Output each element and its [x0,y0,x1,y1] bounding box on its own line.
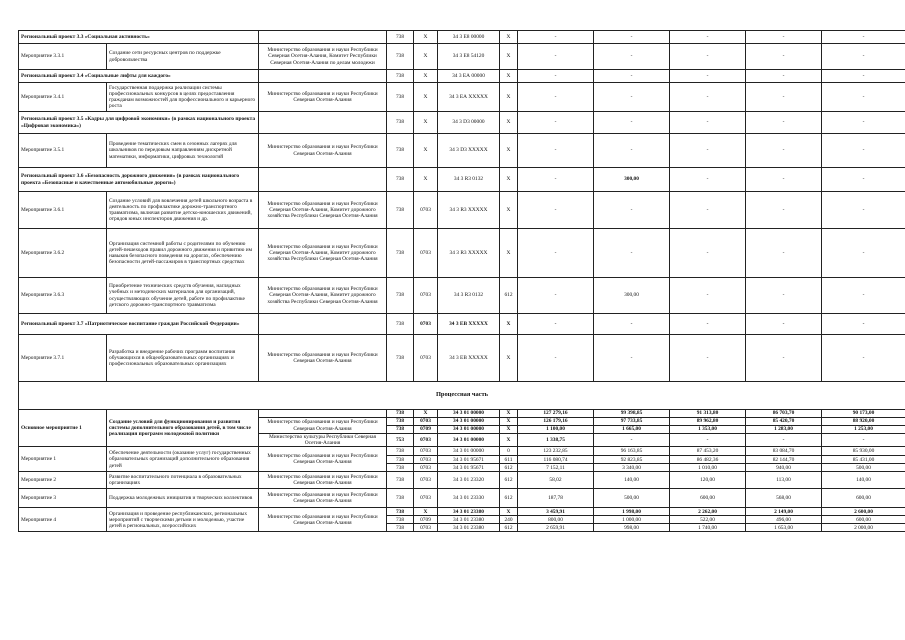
project-row [19,314,905,335]
code-cell: 738 [387,229,414,278]
amount-cell: - [822,134,905,168]
amount-cell: 116 080,74 [518,456,594,464]
amount-cell: - [594,44,670,70]
amount-cell: - [670,335,746,382]
code-cell: 738 [387,410,414,418]
code-cell: 0709 [414,516,438,524]
amount-cell: - [518,168,594,192]
code-cell: 34 3 01 00000 [438,418,500,426]
amount-cell: 1 353,00 [670,426,746,434]
amount-cell: - [746,112,822,134]
amount-cell: - [518,83,594,112]
amount-cell: 240 [500,516,518,524]
amount-cell: - [518,229,594,278]
amount-cell: 522,00 [670,516,746,524]
code-cell: 0703 [414,447,438,456]
activity-description: Приобретение технических средств обучения, наглядных учебных и методических материалов для организаций, осуществляющих обучение детей, работе по профилактике детского дорожно-транспортного травматизма [107,278,259,314]
section-title: Процессная часть [19,382,905,410]
amount-cell: Х [500,508,518,516]
amount-cell: - [822,44,905,70]
executor-cell: Министерство образования и науки Республики Северная Осетия-Алания, Комитет дорожного хозяйства Республики Северная Осетия-Алания [259,229,387,278]
code-cell: Х [414,83,438,112]
code-cell: Х [414,410,438,418]
amount-cell: - [746,192,822,229]
executor-cell: Министерство образования и науки Республики Северная Осетия-Алания [259,134,387,168]
amount-cell: 0 [500,447,518,456]
amount-cell: - [518,70,594,83]
project-title: Региональный проект 3.3 «Социальная активность» [19,31,259,44]
amount-cell: 85 930,00 [822,447,905,456]
amount-cell: - [670,31,746,44]
activity-name: Мероприятие 1 [19,447,107,472]
amount-cell: - [518,192,594,229]
amount-cell: 612 [500,472,518,489]
amount-cell: - [822,335,905,382]
amount-cell: 86 482,36 [670,456,746,464]
activity-row [19,192,905,229]
amount-cell: - [594,314,670,335]
amount-cell: - [746,168,822,192]
amount-cell: 85 431,00 [822,456,905,464]
activity-name: Мероприятие 4 [19,508,107,532]
code-cell: 34 3 01 00000 [438,426,500,434]
amount-cell: 1 740,00 [670,524,746,532]
amount-cell: - [746,70,822,83]
amount-cell: 90 173,00 [822,410,905,418]
amount-cell: - [822,112,905,134]
code-cell: 738 [387,70,414,83]
amount-cell: - [670,83,746,112]
code-cell: 34 3 ЕВ ХХХХХ [438,314,500,335]
amount-cell: 140,00 [594,472,670,489]
code-cell: Х [414,44,438,70]
amount-cell: 91 313,80 [670,410,746,418]
amount-cell: 1 010,00 [670,464,746,472]
code-cell: 738 [387,464,414,472]
code-cell: Х [414,31,438,44]
amount-cell: - [594,31,670,44]
amount-cell: Х [500,134,518,168]
code-cell: 738 [387,472,414,489]
amount-cell: - [746,434,822,447]
executor-cell: Министерство образования и науки Республики Северная Осетия-Алания [259,508,387,532]
amount-cell: 126 179,16 [518,418,594,426]
amount-cell: 2 600,00 [822,508,905,516]
amount-cell: 1 100,00 [518,426,594,434]
amount-cell: 113,00 [746,472,822,489]
amount-cell: - [594,134,670,168]
amount-cell: - [822,31,905,44]
project-title: Региональный проект 3.6 «Безопасность дорожного движения» (в рамках национального проекта «Безопасные и качественные автомобильные дороги») [19,168,259,192]
code-cell: 34 3 R3 0132 [438,278,500,314]
activity-name: Мероприятие 3.5.1 [19,134,107,168]
program-table [18,30,905,532]
code-cell: 34 3 01 00000 [438,434,500,447]
code-cell: 0703 [414,314,438,335]
amount-cell: 2 262,00 [670,508,746,516]
amount-cell: 612 [500,489,518,508]
activity-name: Мероприятие 3.6.3 [19,278,107,314]
amount-cell: Х [500,70,518,83]
amount-cell: - [518,335,594,382]
amount-cell: 3 340,00 [594,464,670,472]
amount-cell: Х [500,229,518,278]
activity-description: Организация системной работы с родителями по обучению детей-пешеходов правил дорожного движения и привитию им навыков безопасного поведения на дорогах, обеспечению безопасности детей-пассажиров в транспортных средствах [107,229,259,278]
amount-cell: 1 253,00 [822,426,905,434]
process-section [19,382,905,410]
project-rows [19,31,905,382]
amount-cell: 120,00 [670,472,746,489]
code-cell: 0703 [414,456,438,464]
amount-cell: - [518,112,594,134]
executor-cell: Министерство образования и науки Республики Северная Осетия-Алания [259,472,387,489]
code-cell: Х [414,70,438,83]
amount-cell: 87 453,20 [670,447,746,456]
code-cell: 738 [387,489,414,508]
code-cell: 34 3 01 95671 [438,464,500,472]
code-cell: 34 3 D3 ХХХХХ [438,134,500,168]
amount-cell: - [594,112,670,134]
executor-cell: Министерство образования и науки Республики Северная Осетия-Алания, Комитет дорожного хозяйства Республики Северная Осетия-Алания [259,278,387,314]
code-cell: 738 [387,83,414,112]
code-cell: 0703 [414,278,438,314]
code-cell: 753 [387,434,414,447]
code-cell: 34 3 01 00000 [438,447,500,456]
code-cell: Х [414,508,438,516]
activity-name: Мероприятие 3 [19,489,107,508]
amount-cell: - [670,44,746,70]
activity-name: Мероприятие 3.4.1 [19,83,107,112]
code-cell: 738 [387,447,414,456]
amount-cell: 998,00 [594,524,670,532]
code-cell: 738 [387,134,414,168]
amount-cell: 82 144,70 [746,456,822,464]
amount-cell: 300,00 [594,168,670,192]
activity-row [19,278,905,314]
activity-name: Мероприятие 3.6.1 [19,192,107,229]
executor-cell: Министерство культуры Республики Северная Осетия-Алания [259,434,387,447]
amount-cell: 3 459,91 [518,508,594,516]
amount-cell: - [670,314,746,335]
amount-cell: 600,00 [670,489,746,508]
activity-row [19,83,905,112]
code-cell: 34 3 R3 ХХХХХ [438,229,500,278]
code-cell: 34 3 01 23380 [438,508,500,516]
amount-cell: 940,00 [746,464,822,472]
activity-description: Государственная поддержка реализации системы профессиональных конкурсов в целях предоставления гражданам возможностей для профессионального и карьерного роста [107,83,259,112]
amount-cell: 140,00 [822,472,905,489]
amount-cell: 127 279,16 [518,410,594,418]
code-cell: 34 3 R3 0132 [438,168,500,192]
amount-cell: - [670,112,746,134]
code-cell: 0703 [414,434,438,447]
activity-row [19,489,905,508]
amount-cell: - [594,335,670,382]
code-cell: 34 3 01 23330 [438,489,500,508]
amount-cell: 611 [500,456,518,464]
project-title: Региональный проект 3.7 «Патриотическое воспитание граждан Российской Федерации» [19,314,259,335]
code-cell: 738 [387,314,414,335]
code-cell: 34 3 R3 ХХХХХ [438,192,500,229]
amount-cell: 58,02 [518,472,594,489]
amount-cell: 85 420,70 [746,418,822,426]
executor-cell [259,31,387,44]
activity-description: Разработка и внедрение рабочих программ воспитания обучающихся в общеобразовательных организациях и профессиональных образовательных организациях [107,335,259,382]
amount-cell: Х [500,168,518,192]
code-cell: 0703 [414,464,438,472]
code-cell: 738 [387,516,414,524]
amount-cell: - [594,229,670,278]
activity-description: Организация и проведение республиканских, региональных мероприятий с творческими детьми и молодежью, участие детей в региональных, всероссийских [107,508,259,532]
amount-cell: 1 998,00 [594,508,670,516]
code-cell: Х [414,134,438,168]
code-cell: 738 [387,418,414,426]
amount-cell: 612 [500,278,518,314]
main-activity-description: Создание условий для функционирования и развития системы дополнительного образования детей, в том числе реализация программ молодежной политики [107,410,259,447]
amount-cell: - [822,229,905,278]
project-row [19,31,905,44]
activity-name: Мероприятие 3.7.1 [19,335,107,382]
amount-cell: 2 659,91 [518,524,594,532]
amount-cell: Х [500,31,518,44]
amount-cell: 7 152,11 [518,464,594,472]
amount-cell: - [518,44,594,70]
amount-cell: 300,00 [594,278,670,314]
amount-cell: 96 163,85 [594,447,670,456]
project-row [19,70,905,83]
code-cell: 738 [387,426,414,434]
executor-cell [259,112,387,134]
amount-cell: 2 000,00 [822,524,905,532]
activity-description: Создание сети ресурсных центров по поддержке добровольчества [107,44,259,70]
code-cell: 34 3 01 23380 [438,524,500,532]
amount-cell: - [594,434,670,447]
amount-cell: Х [500,418,518,426]
amount-cell: Х [500,335,518,382]
activity-row [19,134,905,168]
amount-cell: Х [500,112,518,134]
amount-cell: - [822,434,905,447]
executor-cell: Министерство образования и науки Республики Северная Осетия-Алания [259,83,387,112]
amount-cell: 612 [500,524,518,532]
code-cell: 34 3 01 95671 [438,456,500,464]
executor-cell [259,70,387,83]
executor-cell: Министерство образования и науки Республики Северная Осетия-Алания [259,335,387,382]
code-cell: 738 [387,112,414,134]
amount-cell: 1 283,00 [746,426,822,434]
amount-cell: - [594,192,670,229]
amount-cell: - [594,70,670,83]
amount-cell: 1 653,00 [746,524,822,532]
code-cell: 738 [387,44,414,70]
amount-cell: - [670,278,746,314]
code-cell: 34 3 ЕА ХХХХХ [438,83,500,112]
amount-cell: - [518,31,594,44]
amount-cell: - [746,134,822,168]
process-rows [19,410,905,532]
amount-cell: - [518,314,594,335]
project-row [19,168,905,192]
activity-name: Мероприятие 3.3.1 [19,44,107,70]
amount-cell: - [746,31,822,44]
code-cell: 0709 [414,426,438,434]
executor-cell: Министерство образования и науки Республики Северная Осетия-Алания [259,489,387,508]
activity-row [19,335,905,382]
amount-cell: 1 665,00 [594,426,670,434]
activity-description: Обеспечение деятельности (оказание услуг) государственных образовательных организаций дополнительного образования детей [107,447,259,472]
executor-cell [259,168,387,192]
executor-cell: Министерство образования и науки Республики Северная Осетия-Алания [259,418,387,434]
amount-cell: - [746,229,822,278]
amount-cell: - [822,70,905,83]
code-cell: 34 3 ЕА 00000 [438,70,500,83]
amount-cell: 612 [500,464,518,472]
amount-cell: 500,00 [822,464,905,472]
code-cell: 34 3 01 23380 [438,516,500,524]
activity-row [19,447,905,456]
code-cell: 738 [387,192,414,229]
main-activity-name: Основное мероприятие 1 [19,410,107,447]
activity-description: Развитие воспитательного потенциала в образовательных организациях [107,472,259,489]
amount-cell: - [822,83,905,112]
activity-description: Поддержка молодежных инициатив и творческих коллективов [107,489,259,508]
amount-cell: 500,00 [594,489,670,508]
amount-cell: 496,00 [746,516,822,524]
amount-cell: - [670,434,746,447]
code-cell: 34 3 01 23320 [438,472,500,489]
code-cell: 0703 [414,192,438,229]
amount-cell: 86 703,70 [746,410,822,418]
amount-cell: - [670,168,746,192]
amount-cell: Х [500,44,518,70]
amount-cell: Х [500,192,518,229]
amount-cell: - [518,134,594,168]
activity-description: Проведение тематических смен в сезонных лагерях для школьников по передовым направлениям дискретной математики, информатики, цифровых технологий [107,134,259,168]
amount-cell: Х [500,434,518,447]
code-cell: 0703 [414,524,438,532]
activity-name: Мероприятие 2 [19,472,107,489]
amount-cell: - [670,70,746,83]
code-cell: 0703 [414,489,438,508]
amount-cell: - [746,44,822,70]
amount-cell: - [670,192,746,229]
main-activity-row [19,410,905,418]
amount-cell: - [746,314,822,335]
amount-cell: 92 823,85 [594,456,670,464]
amount-cell: - [746,278,822,314]
amount-cell: 1 000,00 [594,516,670,524]
code-cell: 34 3 Е8 00000 [438,31,500,44]
amount-cell: - [746,335,822,382]
activity-description: Создание условий для вовлечения детей школьного возраста в деятельность по профилактике дорожно-транспортного травматизма, включая развитие детско-юношеских движений, отрядов юных инспекторов движения и др. [107,192,259,229]
amount-cell: 600,00 [822,489,905,508]
amount-cell: 88 920,00 [822,418,905,426]
project-row [19,112,905,134]
amount-cell: - [746,83,822,112]
executor-cell: Министерство образования и науки Республики Северная Осетия-Алания [259,447,387,472]
project-title: Региональный проект 3.4 «Социальные лифты для каждого» [19,70,259,83]
code-cell: 738 [387,524,414,532]
document-page [18,30,885,532]
code-cell: Х [414,112,438,134]
code-cell: Х [414,168,438,192]
executor-cell [259,314,387,335]
amount-cell: - [822,278,905,314]
amount-cell: - [822,168,905,192]
code-cell: 0703 [414,229,438,278]
amount-cell: Х [500,314,518,335]
amount-cell: 83 084,70 [746,447,822,456]
executor-cell: Министерство образования и науки Республики Северная Осетия-Алания, Комитет дорожного хозяйства Республики Северная Осетия-Алания [259,192,387,229]
amount-cell: 568,00 [746,489,822,508]
amount-cell: - [594,83,670,112]
code-cell: 738 [387,456,414,464]
amount-cell: - [518,278,594,314]
code-cell: 738 [387,168,414,192]
amount-cell: Х [500,83,518,112]
amount-cell: 89 962,80 [670,418,746,426]
amount-cell: - [670,134,746,168]
amount-cell: - [822,314,905,335]
activity-name: Мероприятие 3.6.2 [19,229,107,278]
amount-cell: Х [500,426,518,434]
code-cell: 0703 [414,418,438,426]
code-cell: 738 [387,278,414,314]
amount-cell: 600,00 [822,516,905,524]
amount-cell: 187,78 [518,489,594,508]
activity-row [19,508,905,516]
amount-cell: 800,00 [518,516,594,524]
amount-cell: Х [500,410,518,418]
activity-row [19,44,905,70]
code-cell: 738 [387,335,414,382]
activity-row [19,472,905,489]
code-cell: 34 3 ЕВ ХХХХХ [438,335,500,382]
amount-cell: - [670,229,746,278]
code-cell: 738 [387,508,414,516]
code-cell: 34 3 Е8 54120 [438,44,500,70]
executor-cell: Министерство образования и науки Республики Северная Осетия-Алания, Комитет Республики Северная Осетия-Алания по делам молодежи [259,44,387,70]
amount-cell: - [822,192,905,229]
amount-cell: 99 398,85 [594,410,670,418]
activity-row [19,229,905,278]
code-cell: 34 3 01 00000 [438,410,500,418]
code-cell: 34 3 D3 00000 [438,112,500,134]
amount-cell: 97 733,85 [594,418,670,426]
code-cell: 738 [387,31,414,44]
code-cell: 0703 [414,472,438,489]
project-title: Региональный проект 3.5 «Кадры для цифровой экономики» (в рамках национального проекта «Цифровая экономика») [19,112,259,134]
amount-cell: 123 232,85 [518,447,594,456]
amount-cell: 1 338,75 [518,434,594,447]
executor-cell [259,410,387,418]
amount-cell: 2 149,00 [746,508,822,516]
code-cell: 0703 [414,335,438,382]
